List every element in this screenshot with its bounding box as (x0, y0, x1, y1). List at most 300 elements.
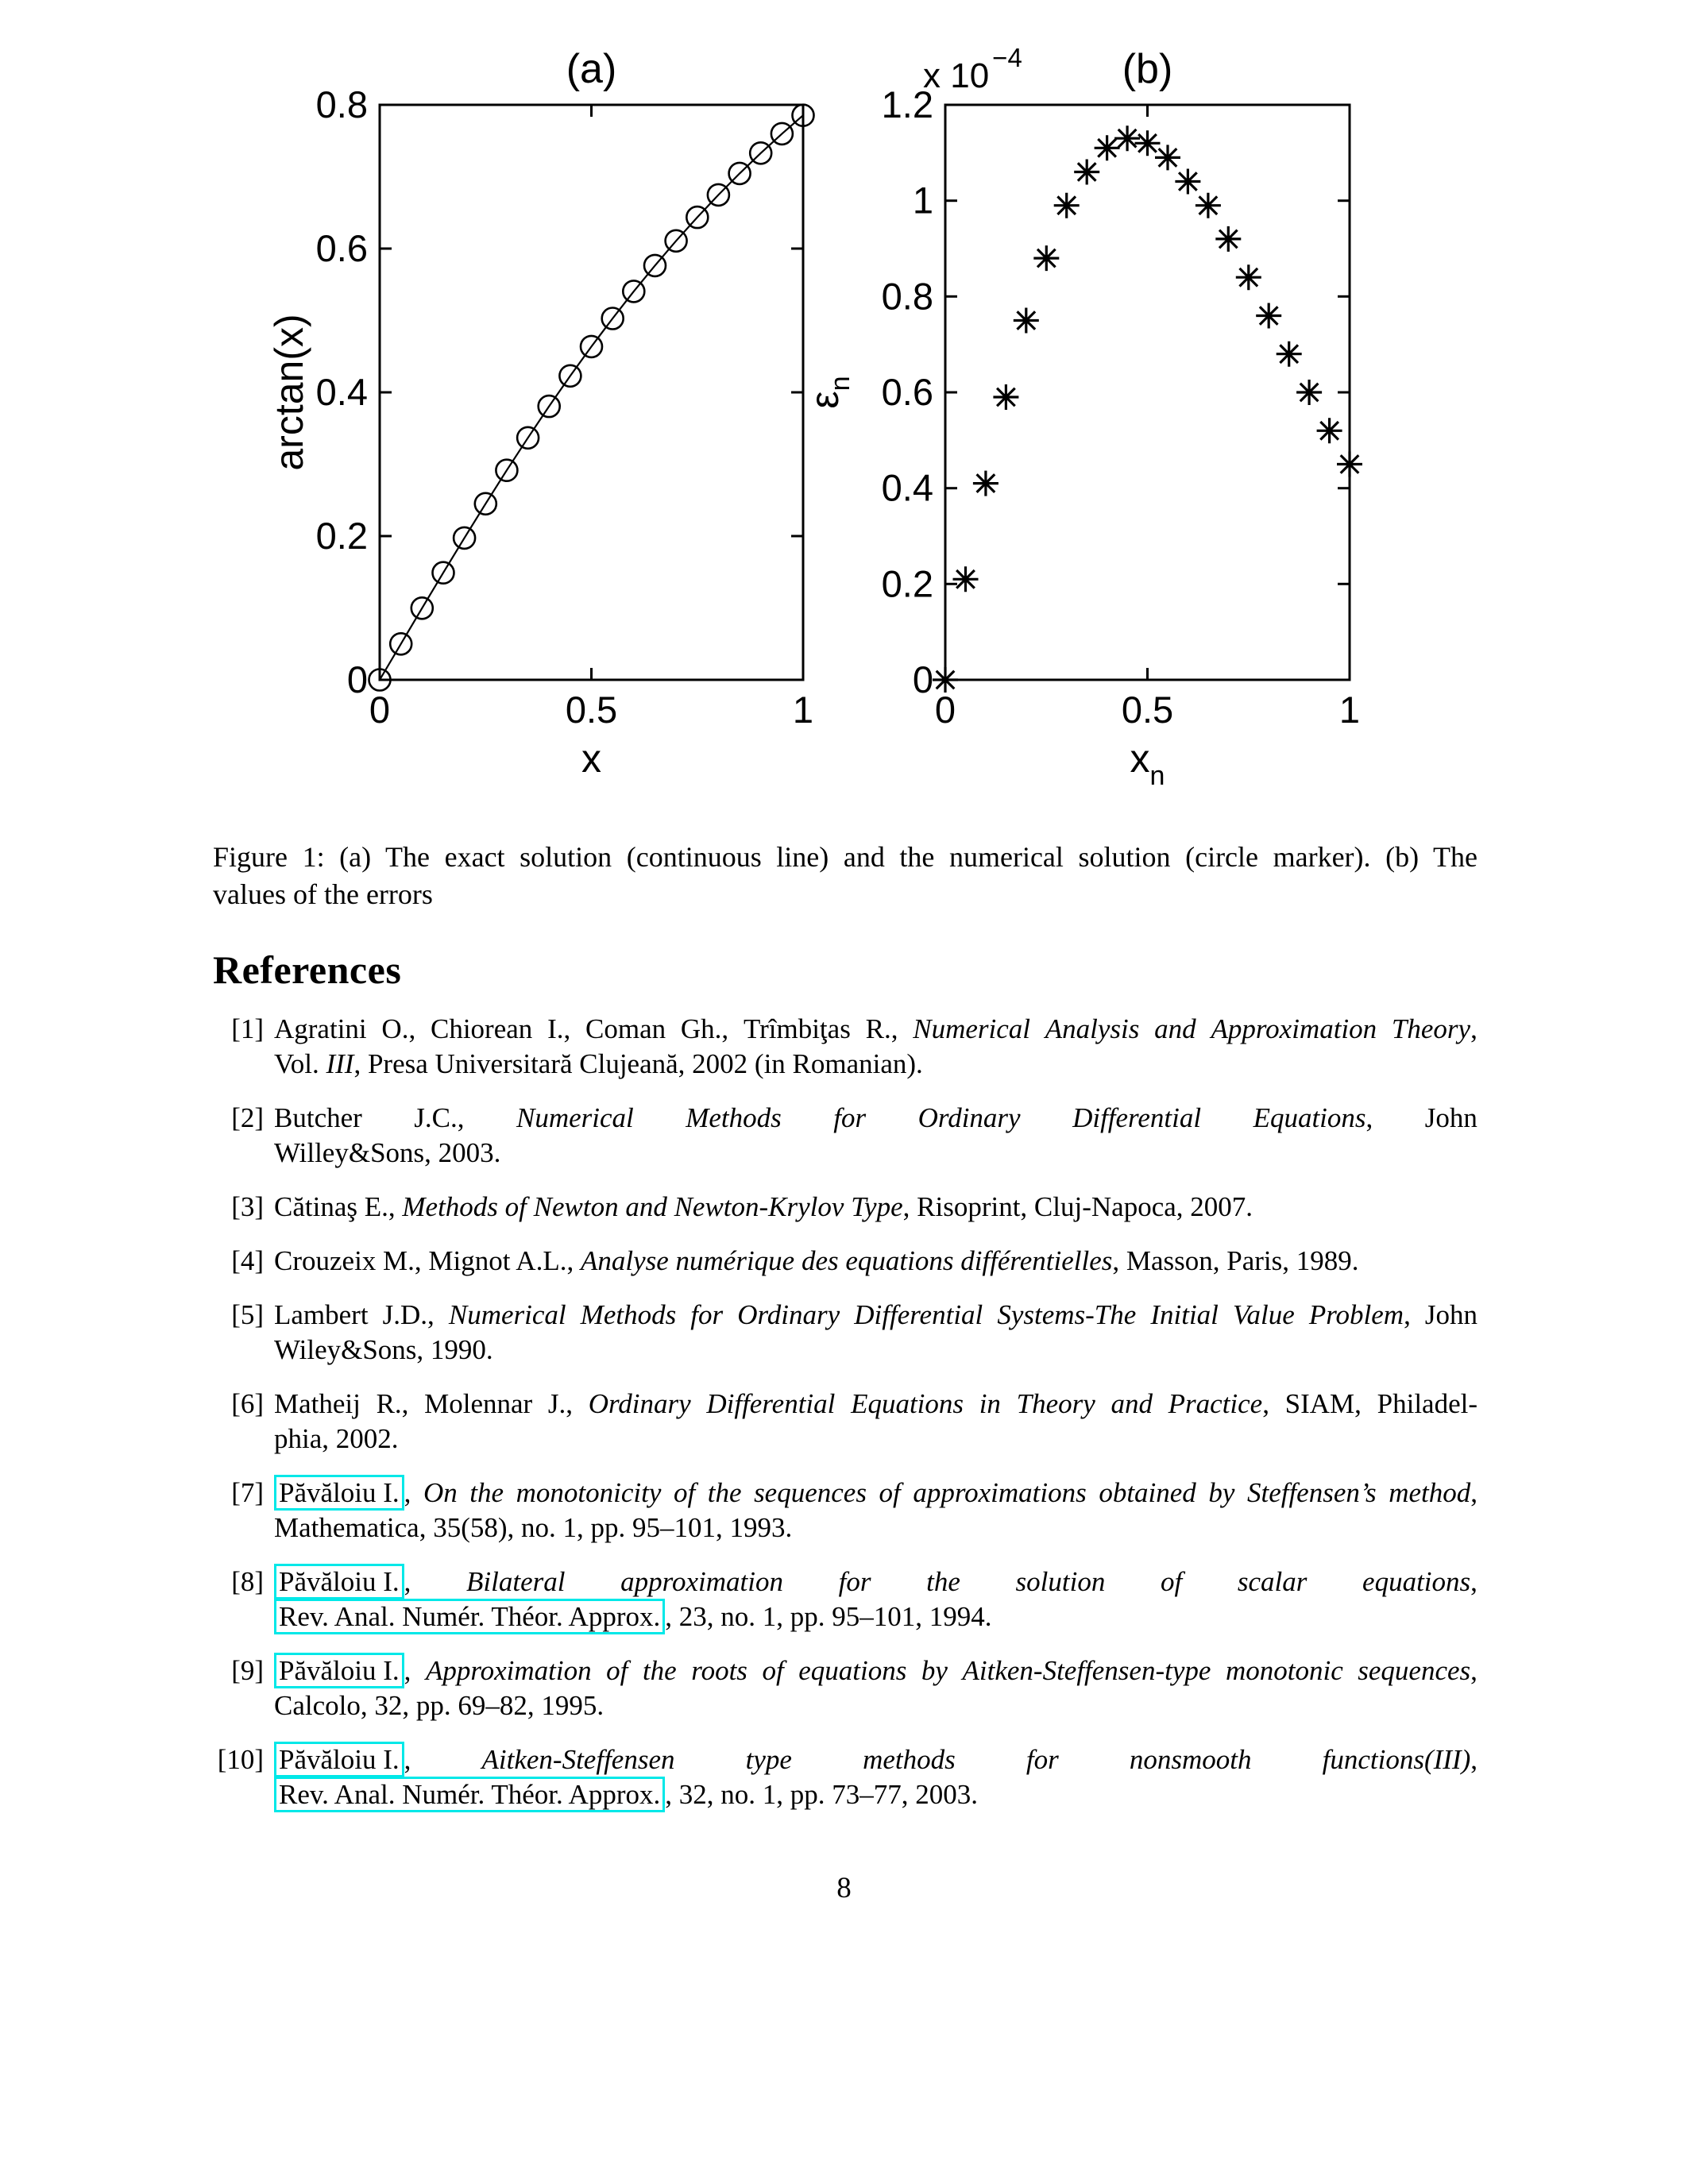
reference-segment: , (1470, 1655, 1477, 1686)
reference-segment: for (1026, 1744, 1059, 1775)
reference-word (1154, 1012, 1196, 1047)
asterisk-marker (1256, 303, 1281, 329)
reference-label: [2] (231, 1102, 264, 1133)
citation-link[interactable]: Păvăloiu I. (274, 1475, 404, 1511)
reference-text (274, 1190, 1477, 1225)
reference-segment: R., (376, 1388, 409, 1419)
reference-word (1072, 1101, 1201, 1136)
reference-word (1358, 1653, 1477, 1688)
reference-line (274, 1653, 1477, 1688)
reference-segment: Differential (1072, 1102, 1202, 1133)
y-axis-exponent-label: x 10 $^{-4}$ (923, 43, 1022, 95)
reference-segment: Methods (580, 1299, 677, 1330)
reference-word (997, 1298, 1136, 1333)
reference-text (274, 1244, 1477, 1279)
y-tick-label: 0.2 (315, 515, 368, 557)
reference-segment: , 32, no. 1, pp. 73–77, 2003. (665, 1779, 978, 1810)
figure-caption (213, 839, 1477, 913)
reference-word (674, 1476, 695, 1511)
reference-segment: , (1470, 1744, 1477, 1775)
reference-segment: Ordinary (737, 1299, 840, 1330)
reference-item (213, 1101, 1477, 1171)
reference-segment: , 23, no. 1, pp. 95–101, 1994. (665, 1601, 992, 1632)
reference-segment: equations (1362, 1566, 1471, 1597)
reference-word (839, 1565, 871, 1599)
reference-line (274, 1688, 1477, 1723)
plot-b-title: (b) (1122, 46, 1173, 92)
reference-word (1161, 1565, 1182, 1599)
y-tick-label: 1.2 (881, 83, 933, 125)
reference-segment: by (921, 1655, 948, 1686)
reference-segment: Systems-The (997, 1299, 1137, 1330)
plot-b-xlabel: $x_n$ (1130, 736, 1165, 791)
plot-a-line (380, 115, 803, 680)
reference-label: [9] (231, 1655, 264, 1686)
reference-word (274, 1012, 367, 1047)
reference-item (213, 1190, 1477, 1225)
y-tick-label: 1 (912, 179, 933, 222)
reference-line (274, 1333, 1477, 1368)
reference-segment: of (762, 1655, 784, 1686)
asterisk-marker (1317, 418, 1342, 443)
reference-segment: , (1470, 1566, 1477, 1597)
reference-word (1016, 1565, 1106, 1599)
reference-line (274, 1742, 1477, 1777)
reference-segment: of (1161, 1566, 1183, 1597)
reference-segment: and (1111, 1388, 1153, 1419)
reference-line (274, 1777, 1477, 1812)
reference-word (581, 1298, 677, 1333)
reference-segment: Approximation (425, 1655, 592, 1686)
reference-line (274, 1244, 1477, 1279)
reference-word (1099, 1476, 1196, 1511)
reference-segment: Molennar (424, 1388, 533, 1419)
reference-segment: John (1424, 1299, 1477, 1330)
reference-text (274, 1101, 1477, 1171)
asterisk-marker (953, 566, 979, 592)
reference-line (274, 1047, 1477, 1082)
reference-segment: sequences (1358, 1655, 1471, 1686)
figure-panel-b (802, 43, 1362, 791)
reference-label: [7] (231, 1477, 264, 1508)
reference-segment: Crouzeix M., Mignot A.L., (274, 1245, 581, 1276)
reference-segment: Trîmbiţas (743, 1013, 851, 1044)
reference-text (274, 1476, 1477, 1545)
reference-word (589, 1387, 691, 1422)
reference-segment: Coman (585, 1013, 666, 1044)
reference-segment: J.D., (382, 1299, 435, 1330)
reference-word (643, 1653, 677, 1688)
reference-word (1362, 1565, 1477, 1599)
reference-line (274, 1565, 1477, 1599)
x-tick-label: 0 (369, 689, 391, 731)
reference-segment: functions(III) (1322, 1744, 1471, 1775)
reference-word (381, 1012, 415, 1047)
reference-segment: Equations (851, 1388, 964, 1419)
reference-segment: , (404, 1744, 411, 1775)
reference-word (762, 1653, 783, 1688)
y-tick-label: 0.4 (315, 371, 368, 413)
reference-word (708, 1476, 742, 1511)
reference-word (1238, 1565, 1308, 1599)
reference-segment: Equations (1253, 1102, 1366, 1133)
reference-word (423, 1476, 458, 1511)
reference-label: [1] (231, 1013, 264, 1044)
reference-segment: Bilateral (466, 1566, 566, 1597)
reference-word (377, 1387, 409, 1422)
references-heading: References (213, 947, 402, 992)
reference-segment: Cătinaş E., (274, 1191, 403, 1222)
citation-link[interactable]: Păvăloiu I. (274, 1653, 404, 1688)
reference-segment: and (1154, 1013, 1196, 1044)
reference-segment: Willey&Sons, 2003. (274, 1137, 501, 1168)
reference-line (274, 1511, 1477, 1545)
reference-segment: Analysis (1045, 1013, 1140, 1044)
reference-word (1208, 1476, 1234, 1511)
reference-segment: , (404, 1655, 411, 1686)
reference-item (213, 1387, 1477, 1457)
reference-segment: , (1470, 1013, 1477, 1044)
reference-word (1130, 1742, 1252, 1777)
y-tick-label: 0.6 (315, 227, 368, 269)
asterisk-marker (1033, 245, 1059, 271)
reference-word (431, 1012, 532, 1047)
reference-segment: Differential (854, 1299, 983, 1330)
reference-line (274, 1298, 1477, 1333)
reference-segment: , (404, 1477, 411, 1508)
reference-word (274, 1653, 411, 1688)
reference-segment: SIAM, (1284, 1388, 1362, 1419)
asterisk-marker (1135, 130, 1161, 156)
reference-segment: roots (691, 1655, 747, 1686)
reference-segment: Practice (1168, 1388, 1263, 1419)
reference-word (1285, 1387, 1362, 1422)
reference-item (213, 1476, 1477, 1545)
reference-word (1111, 1387, 1153, 1422)
figure-1 (0, 0, 1688, 802)
reference-segment: Differential (706, 1388, 836, 1419)
reference-segment: , Risoprint, Cluj-Napoca, 2007. (902, 1191, 1253, 1222)
x-tick-label: 0.5 (565, 689, 618, 731)
reference-segment: the (469, 1477, 504, 1508)
reference-word (866, 1012, 898, 1047)
reference-segment: Numerical (913, 1013, 1030, 1044)
plot-b-ylabel: $\varepsilon_n$ (802, 376, 856, 409)
reference-word (1247, 1476, 1377, 1511)
reference-segment: monotonicity (516, 1477, 662, 1508)
reference-segment: Philadel- (1377, 1388, 1477, 1419)
reference-segment: , (1404, 1299, 1411, 1330)
reference-segment: Ordinary (588, 1388, 691, 1419)
reference-item (213, 1565, 1477, 1634)
y-tick-label: 0 (912, 658, 933, 700)
reference-segment: Numerical (448, 1299, 566, 1330)
reference-word (706, 1387, 835, 1422)
reference-line (274, 1136, 1477, 1171)
reference-segment: methods (863, 1744, 956, 1775)
reference-segment: Lambert (274, 1299, 369, 1330)
reference-line (274, 1599, 1477, 1634)
reference-word (744, 1012, 851, 1047)
reference-segment: sequences (754, 1477, 867, 1508)
asterisk-marker (993, 384, 1018, 410)
reference-word (449, 1298, 566, 1333)
reference-segment: method (1389, 1477, 1471, 1508)
reference-label: [10] (217, 1744, 264, 1775)
reference-word (979, 1387, 1001, 1422)
reference-word (1377, 1387, 1477, 1422)
reference-word (879, 1476, 901, 1511)
y-tick-label: 0.4 (881, 466, 933, 509)
asterisk-marker (1114, 125, 1140, 151)
reference-word (274, 1101, 362, 1136)
reference-word (926, 1565, 960, 1599)
reference-segment: R., (865, 1013, 898, 1044)
asterisk-marker (1054, 193, 1080, 218)
reference-segment: , Presa Universitară Clujeană, 2002 (in Romanian). (353, 1048, 923, 1079)
asterisk-marker (973, 471, 999, 496)
reference-segment: the (926, 1566, 960, 1597)
reference-segment: Matheij (274, 1388, 361, 1419)
reference-segment: monotonic (1225, 1655, 1343, 1686)
reference-label: [6] (231, 1388, 264, 1419)
reference-segment: Theory (1391, 1013, 1471, 1044)
reference-segment: Calcolo, 32, pp. 69–82, 1995. (274, 1690, 605, 1721)
figure-panel-a (267, 46, 814, 781)
y-tick-label: 0.8 (315, 83, 368, 125)
reference-word (1150, 1298, 1219, 1333)
asterisk-marker (933, 667, 958, 693)
reference-text (274, 1387, 1477, 1457)
reference-segment: Butcher (274, 1102, 362, 1133)
reference-line (274, 1012, 1477, 1047)
reference-text (274, 1565, 1477, 1634)
reference-segment: Steffensen’s (1246, 1477, 1377, 1508)
reference-word (854, 1298, 983, 1333)
y-tick-label: 0.6 (881, 371, 933, 413)
reference-text (274, 1012, 1477, 1082)
reference-segment: Aitken-Steffensen-type (962, 1655, 1211, 1686)
reference-word (466, 1565, 565, 1599)
reference-segment: Vol. (274, 1048, 326, 1079)
reference-word (737, 1298, 840, 1333)
reference-word (548, 1387, 573, 1422)
reference-word (585, 1012, 666, 1047)
reference-text (274, 1653, 1477, 1723)
reference-word (1389, 1476, 1477, 1511)
reference-word (686, 1101, 782, 1136)
asterisk-marker (1014, 308, 1039, 334)
reference-segment: of (879, 1477, 901, 1508)
x-tick-label: 1 (1338, 689, 1361, 731)
reference-segment: III (326, 1048, 354, 1079)
reference-segment: Theory (1016, 1388, 1095, 1419)
plot-a-xlabel: x (581, 736, 601, 781)
reference-segment: in (979, 1388, 1001, 1419)
reference-word (274, 1742, 411, 1777)
figure-caption-line-1: Figure 1: (a) The exact solution (continuous line) and the numerical solution (circle marker). (b) The (213, 841, 1477, 873)
asterisk-marker (1277, 341, 1302, 367)
asterisk-marker (1296, 380, 1322, 405)
x-tick-label: 0 (934, 689, 956, 731)
reference-segment: approximation (620, 1566, 783, 1597)
reference-word (547, 1012, 570, 1047)
references-list (213, 1012, 1477, 1812)
reference-word (424, 1387, 532, 1422)
reference-word (274, 1387, 361, 1422)
reference-item (213, 1653, 1477, 1723)
y-tick-label: 0 (346, 658, 368, 700)
asterisk-marker (1196, 193, 1221, 218)
reference-segment: , (1365, 1102, 1373, 1133)
reference-segment: by (1208, 1477, 1235, 1508)
reference-segment: O., (381, 1013, 416, 1044)
reference-word (918, 1101, 1021, 1136)
reference-word (691, 1653, 747, 1688)
reference-word (746, 1742, 792, 1777)
citation-link[interactable]: Păvăloiu I. (274, 1564, 404, 1599)
reference-segment: Gh., (680, 1013, 729, 1044)
reference-word (274, 1476, 411, 1511)
reference-word (274, 1565, 411, 1599)
reference-segment: Approximation (1211, 1013, 1377, 1044)
reference-item (213, 1298, 1477, 1368)
reference-segment: of (673, 1477, 696, 1508)
reference-word (516, 1101, 634, 1136)
reference-word (921, 1653, 948, 1688)
asterisk-marker (1337, 452, 1362, 477)
reference-word (1425, 1101, 1477, 1136)
reference-segment: for (690, 1299, 724, 1330)
reference-word (754, 1476, 867, 1511)
reference-line (274, 1101, 1477, 1136)
asterisk-marker (1175, 169, 1200, 195)
reference-word (1425, 1298, 1477, 1333)
reference-segment: , Masson, Paris, 1989. (1112, 1245, 1359, 1276)
reference-segment: , (404, 1566, 411, 1597)
reference-word (833, 1101, 866, 1136)
reference-word (1211, 1012, 1377, 1047)
reference-segment: Initial (1150, 1299, 1219, 1330)
reference-segment: for (833, 1102, 867, 1133)
reference-segment: approximations (913, 1477, 1087, 1508)
reference-word (383, 1298, 435, 1333)
y-tick-label: 0.2 (881, 562, 933, 605)
y-tick-label: 0.8 (881, 275, 933, 318)
reference-word (469, 1476, 504, 1511)
reference-segment: the (707, 1477, 742, 1508)
plot-a-markers (369, 105, 814, 691)
reference-segment: equations (798, 1655, 907, 1686)
asterisk-marker (1155, 145, 1180, 170)
reference-segment: Analyse numérique des equations différentielles (580, 1245, 1113, 1276)
citation-link[interactable]: Păvăloiu I. (274, 1742, 404, 1777)
reference-line (274, 1476, 1477, 1511)
figure-caption-line-2: values of the errors (213, 878, 433, 910)
reference-word (1226, 1653, 1343, 1688)
reference-word (863, 1742, 956, 1777)
reference-segment: , (1470, 1477, 1477, 1508)
reference-word (274, 1298, 369, 1333)
reference-word (620, 1565, 783, 1599)
reference-segment: Methods of Newton and Newton-Krylov Type (402, 1191, 903, 1222)
reference-item (213, 1244, 1477, 1279)
reference-segment: J., (547, 1388, 573, 1419)
reference-segment: On (423, 1477, 458, 1508)
reference-text (274, 1742, 1477, 1812)
reference-word (482, 1742, 675, 1777)
asterisk-marker (1215, 226, 1241, 252)
x-tick-label: 0.5 (1121, 689, 1174, 731)
reference-word (681, 1012, 728, 1047)
reference-segment: for (838, 1566, 871, 1597)
reference-segment: scalar (1237, 1566, 1308, 1597)
plot-a-title: (a) (566, 46, 617, 92)
reference-segment: Ordinary (917, 1102, 1021, 1133)
reference-segment: Methods (686, 1102, 782, 1133)
reference-segment: Numerical (516, 1102, 634, 1133)
plot-a-axes (380, 105, 803, 680)
reference-text (274, 1298, 1477, 1368)
reference-word (913, 1476, 1086, 1511)
reference-segment: the (642, 1655, 677, 1686)
reference-word (963, 1653, 1211, 1688)
reference-word (516, 1476, 662, 1511)
reference-segment: Agratini (274, 1013, 367, 1044)
reference-word (851, 1387, 964, 1422)
reference-word (606, 1653, 628, 1688)
reference-segment: Mathematica, 35(58), no. 1, pp. 95–101, 1993. (274, 1512, 793, 1543)
x-tick-label: 1 (792, 689, 814, 731)
reference-word (913, 1012, 1030, 1047)
reference-segment: type (745, 1744, 792, 1775)
reference-word (1017, 1387, 1095, 1422)
reference-word (1168, 1387, 1269, 1422)
reference-line (274, 1422, 1477, 1457)
reference-segment: , (1262, 1388, 1269, 1419)
reference-label: [3] (231, 1191, 264, 1222)
page-number: 8 (836, 1872, 852, 1904)
asterisk-marker (1074, 160, 1099, 185)
reference-label: [4] (231, 1245, 264, 1276)
reference-segment: I., (547, 1013, 571, 1044)
citation-link[interactable]: Rev. Anal. Numér. Théor. Approx. (274, 1777, 665, 1812)
reference-label: [8] (231, 1566, 264, 1597)
reference-word (1309, 1298, 1411, 1333)
reference-segment: solution (1015, 1566, 1106, 1597)
reference-segment: Wiley&Sons, 1990. (274, 1334, 493, 1365)
reference-word (414, 1101, 464, 1136)
reference-segment: Aitken-Steffensen (481, 1744, 675, 1775)
reference-segment: Value (1232, 1299, 1295, 1330)
reference-segment: John (1424, 1102, 1477, 1133)
plot-a-ylabel: arctan(x) (267, 314, 311, 471)
reference-line (274, 1387, 1477, 1422)
reference-word (1392, 1012, 1477, 1047)
reference-label: [5] (231, 1299, 264, 1330)
reference-word (690, 1298, 723, 1333)
reference-word (426, 1653, 592, 1688)
reference-word (1233, 1298, 1295, 1333)
reference-segment: J.C., (414, 1102, 465, 1133)
asterisk-marker (1236, 264, 1261, 290)
reference-segment: Chiorean (430, 1013, 533, 1044)
reference-word (798, 1653, 906, 1688)
reference-item (213, 1012, 1477, 1082)
reference-segment: phia, 2002. (274, 1423, 399, 1454)
reference-segment: of (606, 1655, 628, 1686)
citation-link[interactable]: Rev. Anal. Numér. Théor. Approx. (274, 1599, 665, 1634)
